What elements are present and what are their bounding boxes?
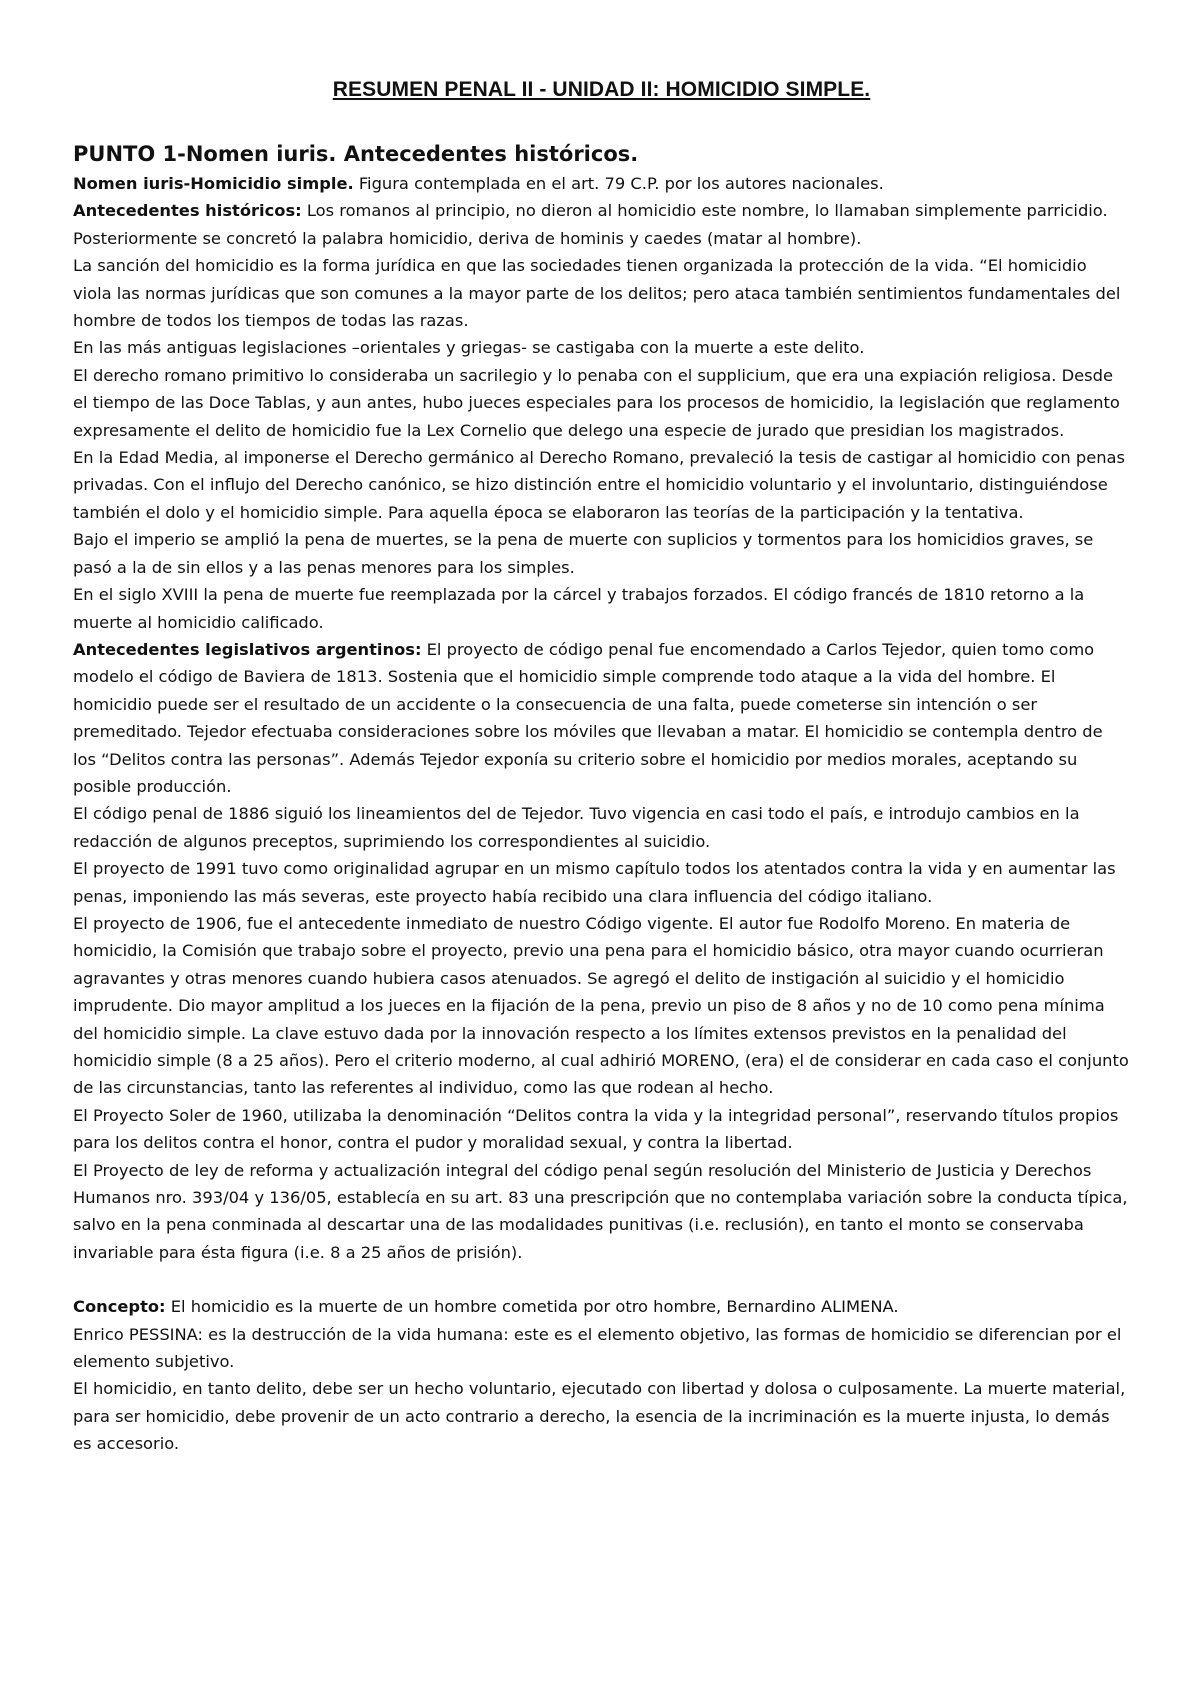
paragraph: En la Edad Media, al imponerse el Derecho germánico al Derecho Romano, prevaleció la tesis de castigar al homicidio con penas privadas. Con el influjo del Derecho canónico, se hizo distinción entre el homicidio voluntario y el involuntario, distinguiéndose también el dolo y el homicidio simple. Para aquella época se elaboraron las teorías de la participación y la tentativa. — [73, 448, 1125, 522]
paragraph: El proyecto de 1906, fue el antecedente inmediato de nuestro Código vigente. El autor fue Rodolfo Moreno. En materia de homicidio, la Comisión que trabajo sobre el proyecto, previo una pena para el homicidio básico, otra mayor cuando ocurrieran agravantes y otras menores cuando hubiera casos atenuados. Se agregó el delito de instigación al suicidio y el homicidio imprudente. Dio mayor amplitud a los jueces en la fijación de la pena, previo un piso de 8 años y no de 10 como pena mínima del homicidio simple. La clave estuvo dada por la innovación respecto a los límites extensos previstos en la penalidad del homicidio simple (8 a 25 años). Pero el criterio moderno, al cual adhirió MORENO, (era) el de considerar en cada caso el conjunto de las circunstancias, tanto las referentes al individuo, como las que rodean al hecho. — [73, 913, 1129, 1098]
paragraph: En las más antiguas legislaciones –orientales y griegas- se castigaba con la muerte a este delito. — [73, 338, 865, 358]
paragraph: El proyecto de 1991 tuvo como originalidad agrupar en un mismo capítulo todos los atentados contra la vida y en aumentar las penas, imponiendo las más severas, este proyecto había recibido una clara influencia del código italiano. — [73, 859, 1116, 906]
paragraph-label: Nomen iuris-Homicidio simple. — [73, 174, 354, 193]
paragraph: El Proyecto de ley de reforma y actualización integral del código penal según resolución del Ministerio de Justicia y Derechos Humanos nro. 393/04 y 136/05, establecía en su art. 83 una prescripción que no contemplaba variación sobre la conducta típica, salvo en la pena conminada al descartar una de las modalidades punitivas (i.e. reclusión), en tanto el monto se conservaba invariable para ésta figura (i.e. 8 a 25 años de prisión). — [73, 1160, 1128, 1262]
paragraph-label: Antecedentes históricos: — [73, 201, 302, 221]
paragraph-text: El proyecto de código penal fue encomendado a Carlos Tejedor, quien tomo como modelo el código de Baviera de 1813. Sostenia que el homicidio simple comprende todo ataque a la vida del hombre. El homicidio puede ser el resultado de un accidente o la consecuencia de una falta, puede cometerse sin intención o ser premeditado. Tejedor efectuaba consideraciones sobre los móviles que llevaban a matar. El homicidio se contempla dentro de los “Delitos contra las personas”. Además Tejedor exponía su criterio sobre el homicidio por medios morales, aceptando su posible producción. — [73, 639, 1103, 796]
paragraph-spacer — [73, 1266, 1130, 1293]
paragraph-label: Antecedentes legislativos argentinos: — [73, 639, 422, 659]
paragraph: La sanción del homicidio es la forma jurídica en que las sociedades tienen organizada la protección de la vida. “El homicidio viola las normas jurídicas que son comunes a la mayor parte de los delitos; pero ataca también sentimientos fundamentales del hombre de todos los tiempos de todas las razas. — [73, 256, 1121, 331]
document-body — [73, 170, 1130, 1458]
paragraph-text: Los romanos al principio, no dieron al homicidio este nombre, lo llamaban simplemente parricidio. Posteriormente se concretó la palabra homicidio, deriva de hominis y caedes (matar al hombre). — [73, 201, 1108, 248]
paragraph-antecedentes-legislativos — [73, 636, 1130, 800]
document-title: RESUMEN PENAL II - UNIDAD II: HOMICIDIO SIMPLE. — [332, 78, 871, 101]
paragraph-text: Figura contemplada en el art. 79 C.P. por los autores nacionales. — [353, 174, 884, 193]
paragraph-nomen-iuris — [73, 170, 1130, 197]
paragraph: El homicidio, en tanto delito, debe ser un hecho voluntario, ejecutado con libertad y dolosa o culposamente. La muerte material, para ser homicidio, debe provenir de un acto contrario a derecho, la esencia de la incriminación es la muerte injusta, lo demás es accesorio. — [73, 1379, 1126, 1454]
paragraph: El derecho romano primitivo lo consideraba un sacrilegio y lo penaba con el supplicium, que era una expiación religiosa. Desde el tiempo de las Doce Tablas, y aun antes, hubo jueces especiales para los procesos de homicidio, la legislación que reglamento expresamente el delito de homicidio fue la Lex Cornelio que delego una especie de jurado que presidian los magistrados. — [73, 365, 1120, 440]
paragraph-label: Concepto: — [73, 1297, 166, 1317]
section-heading: PUNTO 1-Nomen iuris. Antecedentes históricos. — [73, 142, 639, 166]
paragraph: Enrico PESSINA: es la destrucción de la vida humana: este es el elemento objetivo, las formas de homicidio se diferencian por el elemento subjetivo. — [73, 1324, 1122, 1372]
paragraph: Bajo el imperio se amplió la pena de muertes, se la pena de muerte con suplicios y tormentos para los homicidios graves, se pasó a la de sin ellos y a las penas menores para los simples. — [73, 530, 1094, 577]
paragraph: El código penal de 1886 siguió los lineamientos del de Tejedor. Tuvo vigencia en casi todo el país, e introdujo cambios en la redacción de algunos preceptos, suprimiendo los correspondientes al suicidio. — [73, 804, 1080, 851]
paragraph: En el siglo XVIII la pena de muerte fue reemplazada por la cárcel y trabajos forzados. El código francés de 1810 retorno a la muerte al homicidio calificado. — [73, 585, 1085, 632]
paragraph: El Proyecto Soler de 1960, utilizaba la denominación “Delitos contra la vida y la integridad personal”, reservando títulos propios para los delitos contra el honor, contra el pudor y moralidad sexual, y contra la libertad. — [73, 1105, 1119, 1153]
paragraph-antecedentes-historicos — [73, 197, 1130, 252]
paragraph-concepto — [73, 1293, 1130, 1320]
paragraph-text: El homicidio es la muerte de un hombre cometida por otro hombre, Bernardino ALIMENA. — [165, 1297, 899, 1317]
